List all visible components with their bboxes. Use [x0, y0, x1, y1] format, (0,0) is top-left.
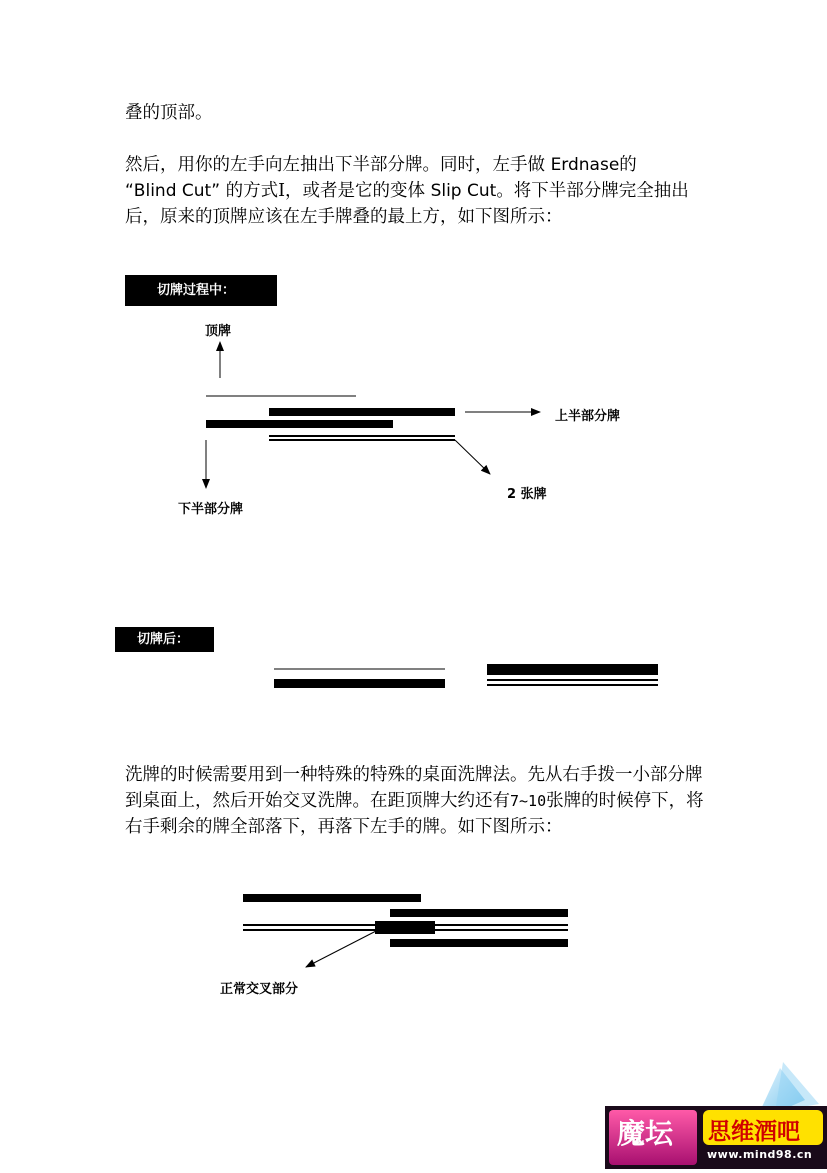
range-number: 7~10	[510, 792, 547, 810]
logo-url: www.mind98.cn	[707, 1148, 813, 1161]
paragraph-3-text-1: 洗牌的时候需要用到一种特殊的特殊的桌面洗牌法。先从右手拨一小部分牌到桌面上，然后开始交叉洗牌。在距顶牌大约还有	[125, 765, 703, 811]
two-cards-label: 2 张牌	[507, 487, 547, 502]
blind-cut-term: “Blind Cut”	[125, 181, 221, 201]
slip-cut-term: Slip Cut	[430, 181, 497, 201]
top-card-label: 顶牌	[205, 324, 232, 339]
cross-overlap-block	[375, 921, 435, 934]
normal-cross-arrow	[306, 930, 378, 967]
paragraph-2-text-4: 。将下半部分牌完全抽出后，原来的顶牌应该在左手牌叠的最上方，如下图所示：	[125, 181, 689, 227]
paragraph-1: 叠的顶部。	[125, 103, 213, 123]
figure1-title: 切牌过程中：	[125, 275, 277, 306]
normal-cross-label: 正常交叉部分	[220, 982, 299, 997]
figure2-title: 切牌后：	[115, 627, 214, 652]
paragraph-3-text-2: 张牌的时候停下，将右手剩余的牌全部落下，再落下左手的牌。如下图所示：	[125, 791, 704, 837]
paragraph-2-text-1: 然后，用你的左手向左抽出下半部分牌。同时，左手做	[125, 155, 551, 175]
logo-right-text: 思维酒吧	[708, 1118, 800, 1145]
shuffle-bar-3	[390, 939, 568, 947]
paragraph-2-text-2: 的	[619, 155, 637, 175]
upper-half-label: 上半部分牌	[555, 409, 621, 424]
site-logo	[605, 1060, 827, 1169]
logo-left-text: 魔坛	[617, 1117, 674, 1150]
lower-half-label: 下半部分牌	[178, 502, 244, 517]
erdnase-term: Erdnase	[550, 155, 620, 175]
shuffle-bar-2	[390, 909, 568, 917]
paragraph-2-text-3: 的方式I，或者是它的变体	[220, 181, 431, 201]
shuffle-bar-1	[243, 894, 421, 902]
